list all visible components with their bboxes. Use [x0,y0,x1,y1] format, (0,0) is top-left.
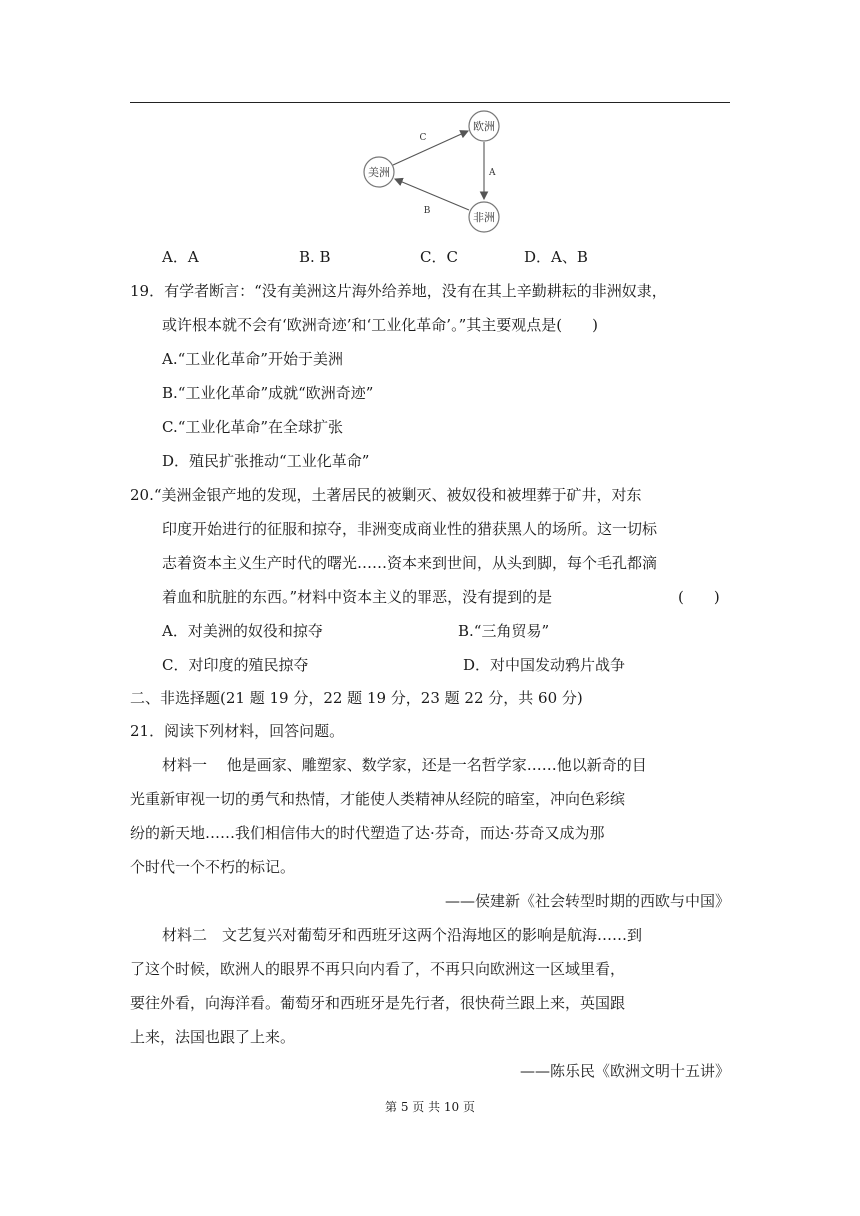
q19-stem-line-1: 19．有学者断言：“没有美洲这片海外给养地，没有在其上辛勤耕耘的非洲奴隶， [130,282,667,300]
q21-source-2: ——陈乐民《欧洲文明十五讲》 [519,1062,730,1080]
q21-material1-line-3: 纷的新天地……我们相信伟大的时代塑造了达·芬奇，而达·芬奇又成为那 [130,824,605,842]
q19-option-a: A.“工业化革命”开始于美洲 [162,350,343,368]
arrow-b [395,179,469,210]
q20-option-b: B.“三角贸易” [458,622,550,640]
q21-material1-line-4: 个时代一个不朽的标记。 [130,858,296,876]
q20-option-d: D．对中国发动鸦片战争 [463,656,626,674]
header-rule [130,102,730,103]
arrow-c [393,131,468,165]
q21-source-1: ——侯建新《社会转型时期的西欧与中国》 [444,892,730,910]
q20-stem-line-1: 20.“美洲金银产地的发现，土著居民的被剿灭、被奴役和被埋葬于矿井，对东 [130,486,642,504]
q19-option-c: C.“工业化革命”在全球扩张 [162,418,344,436]
q19-option-b: B.“工业化革命”成就“欧洲奇迹” [162,384,374,402]
q21-material2-line-2: 了这个时候，欧洲人的眼界不再只向内看了，不再只向欧洲这一区域里看， [130,960,626,978]
arrow-c-label: C [419,133,427,143]
arrow-b-label: B [423,206,431,216]
arrow-a-label: A [489,168,496,178]
q21-material1-line-1: 材料一 他是画家、雕塑家、数学家，还是一名哲学家……他以新奇的目 [162,756,647,774]
node-america-label: 美洲 [368,166,390,179]
q21-material2-line-3: 要往外看，向海洋看。葡萄牙和西班牙是先行者，很快荷兰跟上来，英国跟 [130,994,626,1012]
page-footer: 第 5 页 共 10 页 [385,1100,475,1114]
q18-option-c: C．C [420,248,458,266]
q21-material1-line-2: 光重新审视一切的勇气和热情，才能使人类精神从经院的暗室，冲向色彩缤 [130,790,626,808]
q20-option-a: A．对美洲的奴役和掠夺 [162,622,323,640]
q21-material2-line-4: 上来，法国也跟了上来。 [130,1028,296,1046]
q20-stem-line-3: 志着资本主义生产时代的曙光……资本来到世间，从头到脚，每个毛孔都滴 [162,554,658,572]
q20-answer-paren: ( ) [678,588,720,606]
node-africa-label: 非洲 [473,211,495,224]
q18-option-a: A．A [162,248,199,266]
q20-stem-line-4: 着血和肮脏的东西。”材料中资本主义的罪恶，没有提到的是 [162,588,553,606]
q19-stem-line-2: 或许根本就不会有‘欧洲奇迹’和‘工业化革命’。”其主要观点是( ) [162,316,598,334]
q19-option-d: D．殖民扩张推动“工业化革命” [162,452,370,470]
q18-option-b: B. B [299,248,331,266]
q18-option-d: D．A、B [524,248,588,266]
trade-triangle-diagram [355,106,515,236]
node-europe-label: 欧洲 [473,120,495,133]
q21-material2-line-1: 材料二 文艺复兴对葡萄牙和西班牙这两个沿海地区的影响是航海……到 [162,926,643,944]
section-2-heading: 二、非选择题(21 题 19 分，22 题 19 分，23 题 22 分，共 60 分) [130,689,583,707]
q20-stem-line-2: 印度开始进行的征服和掠夺，非洲变成商业性的猎获黑人的场所。这一切标 [162,520,658,538]
q21-stem: 21．阅读下列材料，回答问题。 [130,722,345,740]
q20-option-c: C．对印度的殖民掠夺 [162,656,309,674]
